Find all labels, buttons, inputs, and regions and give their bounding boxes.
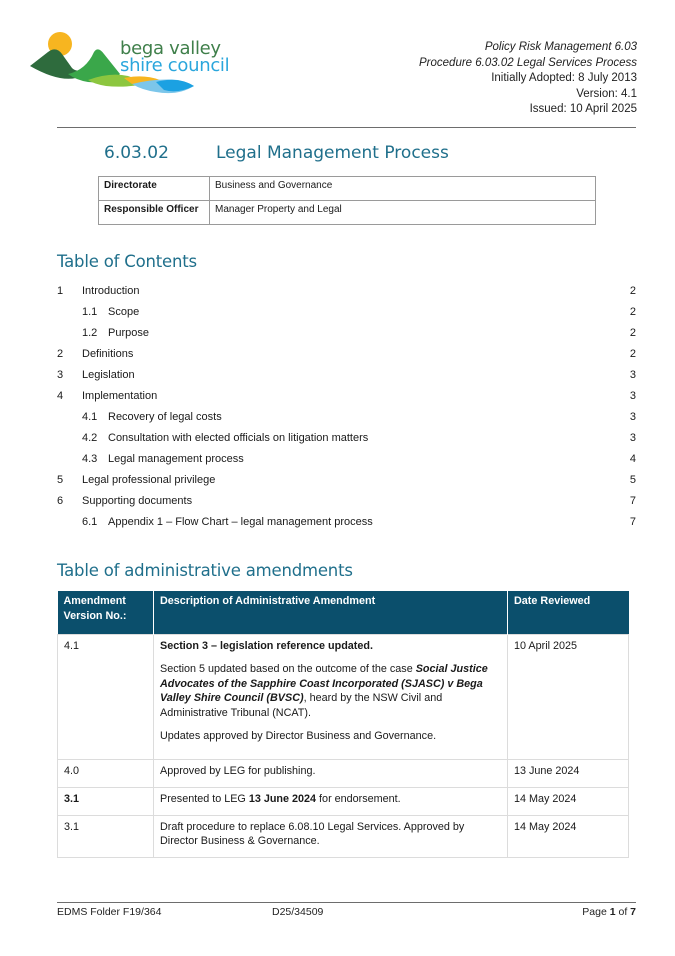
toc-item-consultation[interactable] xyxy=(57,430,640,451)
issued-date: Issued: 10 April 2025 xyxy=(529,103,637,115)
page-number xyxy=(582,906,636,918)
table-row xyxy=(58,815,629,857)
toc-page: 3 xyxy=(629,432,636,444)
toc-number: 4.1 xyxy=(82,411,98,423)
amendment-version: 3.1 xyxy=(58,787,154,815)
description-text: for endorsement. xyxy=(316,792,401,805)
toc-number: 3 xyxy=(57,369,64,381)
description-text: Presented to LEG xyxy=(160,792,249,805)
amendment-description xyxy=(154,634,508,759)
description-text: Section 5 updated based on the outcome of the case xyxy=(160,663,416,675)
date-reviewed: 13 June 2024 xyxy=(508,759,629,787)
toc-number: 4.2 xyxy=(82,432,98,444)
toc-heading: Table of Contents xyxy=(57,252,197,271)
amendments-table xyxy=(57,591,629,858)
logo-line-1: bega valley xyxy=(120,38,221,59)
table-row xyxy=(58,759,629,787)
amendment-version: 3.1 xyxy=(58,815,154,857)
column-header-version: Amendment Version No.: xyxy=(58,591,154,634)
edms-folder: EDMS Folder F19/364 xyxy=(57,906,162,918)
toc-number: 1 xyxy=(57,285,64,297)
info-row xyxy=(99,177,596,201)
toc-number: 4 xyxy=(57,390,64,402)
date-reviewed: 14 May 2024 xyxy=(508,787,629,815)
toc-item-supporting-documents[interactable] xyxy=(57,493,640,514)
toc-number: 2 xyxy=(57,348,64,360)
table-row xyxy=(58,634,629,759)
toc-title: Purpose xyxy=(108,327,149,339)
toc-number: 4.3 xyxy=(82,453,98,465)
date-reviewed: 14 May 2024 xyxy=(508,815,629,857)
column-header-description: Description of Administrative Amendment xyxy=(154,591,508,634)
toc-number: 5 xyxy=(57,474,64,486)
header-divider xyxy=(57,127,636,128)
procedure-number: 6.03.02 xyxy=(104,143,169,163)
toc-page: 3 xyxy=(629,390,636,402)
footer-divider xyxy=(57,902,636,903)
toc-title: Legal professional privilege xyxy=(82,474,216,486)
info-value: Business and Governance xyxy=(210,177,596,201)
toc-title: Appendix 1 – Flow Chart – legal management process xyxy=(108,516,373,528)
amendments-header-row xyxy=(58,591,629,634)
document-id: D25/34509 xyxy=(272,906,324,918)
toc-title: Introduction xyxy=(82,285,140,297)
toc-title: Supporting documents xyxy=(82,495,193,507)
toc-page: 3 xyxy=(629,411,636,423)
toc-item-scope[interactable] xyxy=(57,304,640,325)
toc-number: 1.2 xyxy=(82,327,98,339)
toc-page: 7 xyxy=(629,516,636,528)
description-line: Section 3 – legislation reference updated. xyxy=(160,639,374,652)
description-date: 13 June 2024 xyxy=(248,792,317,805)
amendment-version: 4.0 xyxy=(58,759,154,787)
case-name: Social Justice Advocates of the Sapphire Coast Incorporated (SJASC) v Bega Valley Shire Council (BVSC) xyxy=(160,663,488,704)
procedure-title: Legal Management Process xyxy=(216,143,449,163)
toc-number: 6.1 xyxy=(82,516,98,528)
description-text: , heard by the NSW Civil and Administrative Tribunal (NCAT). xyxy=(160,692,443,719)
toc-item-legal-professional-privilege[interactable] xyxy=(57,472,640,493)
toc-item-implementation[interactable] xyxy=(57,388,640,409)
procedure-reference: Procedure 6.03.02 Legal Services Process xyxy=(419,56,637,69)
toc-item-legal-management-process[interactable] xyxy=(57,451,640,472)
toc-title: Consultation with elected officials on litigation matters xyxy=(108,432,369,444)
toc-page: 3 xyxy=(629,369,636,381)
info-key: Directorate xyxy=(99,177,210,201)
toc-item-introduction[interactable] xyxy=(57,283,640,304)
page-title xyxy=(104,143,449,163)
toc-title: Legislation xyxy=(82,369,135,381)
logo-wordmark xyxy=(120,40,229,74)
policy-reference: Policy Risk Management 6.03 xyxy=(484,41,637,53)
toc-title: Definitions xyxy=(82,348,134,360)
toc-item-definitions[interactable] xyxy=(57,346,640,367)
toc-item-purpose[interactable] xyxy=(57,325,640,346)
toc-item-legislation[interactable] xyxy=(57,367,640,388)
amendment-version: 4.1 xyxy=(58,634,154,759)
info-row xyxy=(99,201,596,225)
info-key: Responsible Officer xyxy=(99,201,210,225)
page-of: of xyxy=(615,906,631,918)
council-logo xyxy=(28,30,258,102)
page-current: 1 xyxy=(609,906,616,918)
description-paragraph xyxy=(160,662,501,720)
toc-number: 6 xyxy=(57,495,64,507)
column-header-date: Date Reviewed xyxy=(508,591,629,634)
date-reviewed: 10 April 2025 xyxy=(508,634,629,759)
toc-item-recovery-of-legal-costs[interactable] xyxy=(57,409,640,430)
version: Version: 4.1 xyxy=(576,87,637,100)
table-row xyxy=(58,787,629,815)
amendment-description: Draft procedure to replace 6.08.10 Legal Services. Approved by Director Business & Governance. xyxy=(154,815,508,857)
procedure-info-table xyxy=(98,176,596,225)
table-of-contents xyxy=(57,283,640,535)
toc-page: 4 xyxy=(629,453,636,465)
page-total: 7 xyxy=(630,906,636,918)
toc-item-appendix-1[interactable] xyxy=(57,514,640,535)
toc-title: Scope xyxy=(108,306,140,318)
amendments-heading: Table of administrative amendments xyxy=(57,561,353,580)
amendment-description: Approved by LEG for publishing. xyxy=(154,759,508,787)
document-header-meta xyxy=(419,40,637,118)
description-paragraph: Updates approved by Director Business and Governance. xyxy=(160,730,437,742)
toc-page: 7 xyxy=(629,495,636,507)
logo-line-2: shire council xyxy=(120,55,230,76)
toc-page: 2 xyxy=(629,348,636,360)
toc-number: 1.1 xyxy=(82,306,98,318)
initially-adopted: Initially Adopted: 8 July 2013 xyxy=(491,72,637,84)
toc-page: 2 xyxy=(629,285,636,297)
toc-title: Recovery of legal costs xyxy=(108,411,222,423)
info-value: Manager Property and Legal xyxy=(210,201,596,225)
toc-title: Implementation xyxy=(82,390,158,402)
toc-page: 5 xyxy=(629,474,636,486)
toc-page: 2 xyxy=(629,306,636,318)
toc-page: 2 xyxy=(629,327,636,339)
toc-title: Legal management process xyxy=(108,453,244,465)
amendment-description xyxy=(154,787,508,815)
page-label: Page xyxy=(582,906,610,918)
